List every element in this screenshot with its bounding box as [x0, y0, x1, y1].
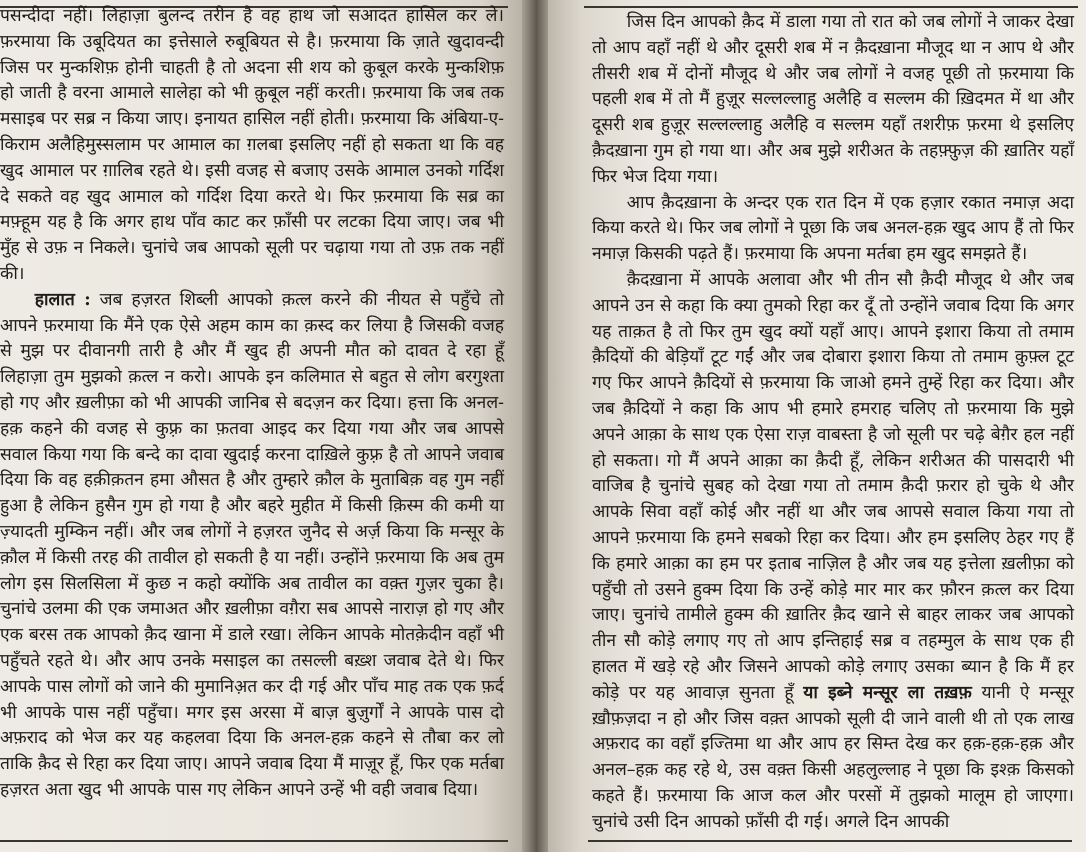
section-label-halaat: हालात : — [34, 289, 91, 310]
right-paragraph-3-text: क़ैदख़ाना में आपके अलावा और भी तीन सौ क़ैदी मौजूद थे और जब आपने उन से कहा कि क्या तुमको रिहा कर दूँ तो उन्होंने जवाब दिया कि अगर यह ताक़त है तो फिर तुम खुद क्यों यहाँ आए। आपने इशारा किया तो तमाम क़ैदियों की बेड़ियाँ टूट गईं और जब दोबारा इशारा किया तो तमाम क़ुफ़्ल टूट गए फिर आपने क़ैदियों से फ़रमाया कि जाओ हमने तुम्हें रिहा कर दिया। और जब क़ैदियों ने कहा कि आप भी हमारे हमराह चलिए तो फ़रमाया कि मुझे अपने आक़ा के साथ एक ऐसा राज़ वाबस्ता है जो सूली पर चढ़े बेग़ैर हल नहीं हो सकता। गो मैं अपने आक़ा का क़ैदी हूँ, लेकिन शरीअत की पासदारी भी वाजिब है चुनांचे सुबह को देखा गया तो तमाम क़ैदी फ़रार हो चुके थे और आपके सिवा वहाँ कोई और नहीं था और जब आपसे सवाल किया गया तो आपने फ़रमाया कि हमने सबको रिहा कर दिया। और हम इसलिए ठेहर गए हैं कि हमारे आक़ा का हम पर इताब नाज़िल है और जब यह इत्तेला ख़लीफ़ा को पहुँची तो उसने हुक्म दिया कि उन्हें कोड़े मार मार कर फ़ौरन क़त्ल कर दिया जाए। चुनांचे तामीले हुक्म की ख़ातिर क़ैद खाने से बाहर लाकर जब आपको तीन सौ कोड़े लगाए गए तो आप इन्तिहाई सब्र व तहम्मुल के साथ एक ही हालत में खड़े रहे और जिसने आपको कोड़े लगाए उसका ब्यान है कि मैं हर कोड़े पर यह आवाज़ सुनता हूँ — [592, 269, 1074, 703]
left-body-text — [0, 4, 504, 804]
left-paragraph-2 — [0, 288, 504, 804]
right-paragraph-1: जिस दिन आपको क़ैद में डाला गया तो रात को जब लोगों ने जाकर देखा तो आप वहाँ नहीं थे और दूसरी शब में न क़ैदख़ाना मौजूद था न आप थे और तीसरी शब में दोनों मौजूद थे और जब लोगों ने वजह पूछी तो फ़रमाया कि पहली शब में तो मैं हुज़ूर सल्लल्लाहु अलैहि व सल्लम की ख़िदमत में था और दूसरी शब हुज़ूर सल्लल्लाहु अलैहि व सल्लम यहाँ तशरीफ़ फ़रमा थे इसलिए क़ैदख़ाना गुम हो गया था। और अब मुझे शरीअत के तहफ़्फ़ुज़ की ख़ातिर यहाँ फिर भेज दिया गया। — [592, 12, 1074, 187]
right-paragraph-3-tail: यानी ऐ मन्सूर ख़ौफ़ज़दा न हो और जिस वक़्त आपको सूली दी जाने वाली थी तो एक लाख अफ़राद का वहाँ इज्तिमा था और आप हर सिम्त देख कर हक़-हक़-हक़ और अनल–हक़ कह रहे थे, उस वक़्त किसी अहलुल्लाह ने पूछा कि इश्क़ किसको कहते हैं। फ़रमाया कि आज कल और परसों में तुझको मालूम हो जाएगा। चुनांचे उसी दिन आपको फ़ाँसी दी गई। अगले दिन आपकी — [592, 682, 1074, 832]
left-paragraph-1: पसन्दीदा नहीं। लिहाज़ा बुलन्द तरीन है वह हाथ जो सआदत हासिल कर ले। फ़रमाया कि उबूदियत का इत्तेसाले रुबूबियत से है। फ़रमाया कि ज़ाते खुदावन्दी जिस पर मुन्कशिफ़ होनी चाहती है तो अदना सी शय को क़ुबूल करके मुन्कशिफ़ हो जाती है वरना आमाले सालेहा को भी क़ुबूल नहीं करती। फ़रमाया कि जब तक मसाइब पर सब्र न किया जाए। इनायत हासिल नहीं होती। फ़रमाया कि अंबिया-ए-किराम अलैहिमुस्सलाम पर आमाल का ग़लबा इसलिए नहीं हो सकता था कि वह खुद आमाल पर ग़ालिब रहते थे। इसी वजह से बजाए उसके आमाल उनको गर्दिश दे सकते वह खुद आमाल को गर्दिश दिया करते थे। फिर फ़रमाया कि सब्र का मफ़्हूम यह है कि अगर हाथ पाँव काट कर फ़ाँसी पर लटका दिया जाए। जब भी मुँह से उफ़ न निकले। चुनांचे जब आपको सूली पर चढ़ाया गया तो उफ़ तक नहीं की। — [0, 6, 504, 284]
right-body-text — [592, 10, 1074, 836]
right-paragraph-3 — [592, 268, 1074, 836]
book-gutter — [522, 0, 548, 852]
left-paragraph-2-text: जब हज़रत शिब्ली आपको क़त्ल करने की नीयत से पहुँचे तो आपने फ़रमाया कि मैंने एक ऐसे अहम काम का क़स्द कर लिया है जिसकी वजह से मुझ पर दीवानगी तारी है और मैं खुद ही अपनी मौत को दावत दे रहा हूँ लिहाज़ा तुम मुझको क़त्ल न करो। आपके इन कलिमात से बहुत से लोग बरगुश्ता हो गए और ख़लीफ़ा को भी आपकी जानिब से बदज़न कर दिया। हत्ता कि अनल-हक़ कहने की वजह से कुफ़्र का फ़तवा आइद कर दिया गया और जब आपसे सवाल किया गया कि बन्दे का दावा खुदाई करना दाख़िले कुफ़्र है तो आपने जवाब दिया कि वह हक़ीक़तन हमा औसत है और तुम्हारे क़ौल के मुताबिक़ वह गुम नहीं हुआ है लेकिन हुसैन गुम हो गया है और बहरे मुहीत में किसी क़िस्म की कमी या ज़्यादती मुम्किन नहीं। और जब लोगों ने हज़रत जुनैद से अर्ज़ किया कि मन्सूर के क़ौल में किसी तरह की तावील हो सकती है या नहीं। उन्होंने फ़रमाया कि अब तुम लोग इस सिलसिला में कुछ न कहो क्योंकि अब तावील का वक़्त गुज़र चुका है। चुनांचे उलमा की एक जमाअत और ख़लीफ़ा वग़ैरा सब आपसे नाराज़ हो गए और एक बरस तक आपको क़ैद खाना में डाले रखा। लेकिन आपके मोतक़ेदीन वहाँ भी पहुँचते रहते थे। और आप उनके मसाइल का तसल्ली बख़्श जवाब देते थे। फिर आपके पास लोगों को जाने की मुमानिअ़त कर दी गई और पाँच माह तक एक फ़र्द भी आपके पास नहीं पहुँचा। मगर इस अरसा में बाज़ बुज़ुर्गों ने आपके पास दो अफ़राद को भेज कर यह कहलवा दिया कि अनल-हक़ कहने से तौबा कर लो ताकि क़ैद से रिहा कर दिया जाए। आपने जवाब दिया मैं माज़ूर हूँ, फिर एक मर्तबा हज़रत अता खुद भी आपके पास गए लेकिन आपने उन्हें भी वही जवाब दिया। — [0, 289, 505, 800]
right-paragraph-2: आप क़ैदख़ाना के अन्दर एक रात दिन में एक हज़ार रकात नमाज़ अदा किया करते थे। फिर जब लोगों ने पूछा कि जब अनल-हक़ खुद आप हैं तो फिर नमाज़ किसकी पढ़ते हैं। फ़रमाया कि अपना मर्तबा हम खुद समझते हैं। — [592, 192, 1074, 265]
right-page — [548, 0, 1086, 852]
right-footer-rule — [588, 840, 1072, 842]
left-footer-rule — [0, 840, 508, 842]
right-header-rule — [584, 6, 1078, 8]
left-page — [0, 0, 522, 852]
bold-quote: या इब्ने मन्सूर ला तख़फ़ — [803, 682, 972, 703]
